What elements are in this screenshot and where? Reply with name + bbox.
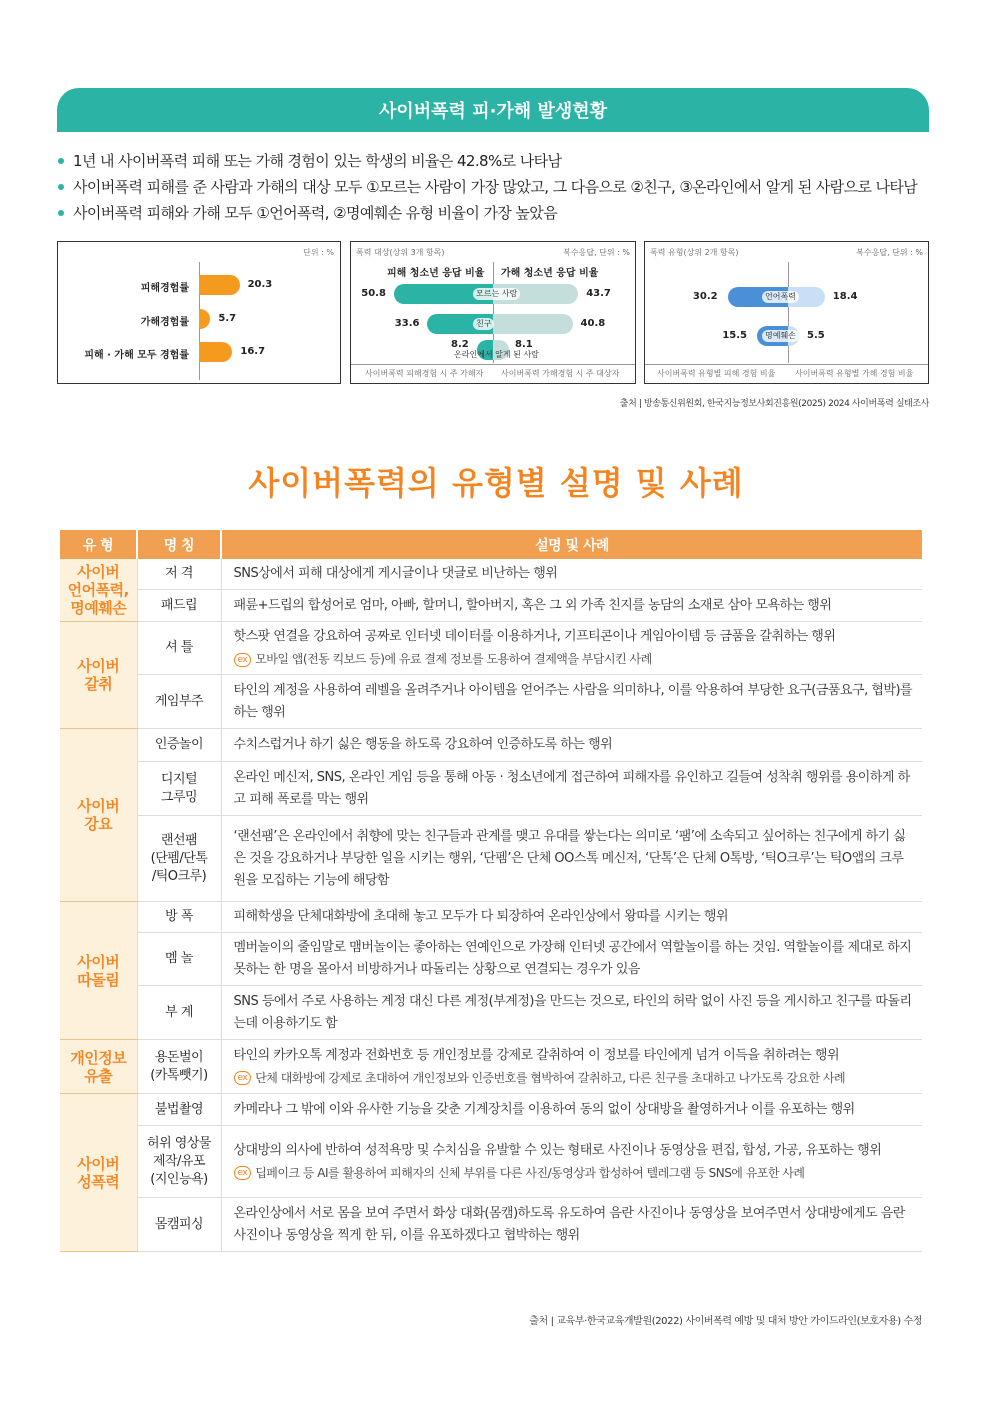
category-label: 친구 <box>473 318 494 330</box>
chart-foot-right: 사이버폭력 가해경험 시 주 대상자 <box>501 369 620 378</box>
category-label: 명예훼손 <box>762 330 799 342</box>
bar-value-perpetrator: 5.5 <box>807 330 825 341</box>
bar-value-victim: 50.8 <box>361 288 386 299</box>
table-row <box>60 1198 922 1252</box>
category-label: 모르는 사람 <box>473 288 520 300</box>
table-row <box>60 559 922 590</box>
desc-cell <box>221 729 922 762</box>
bullet-item: 사이버폭력 피해를 준 사람과 가해의 대상 모두 ①모르는 사람이 가장 많았고, 그 다음으로 ②친구, ③온라인에서 알게 된 사람으로 나타남 <box>57 174 937 200</box>
table-row <box>60 1126 922 1198</box>
chart-experience-rate <box>57 241 341 384</box>
desc-text: 온라인상에서 서로 몸을 보여 주면서 화상 대화(몸캠)하도록 유도하여 음란 사진이나 동영상을 보여주면서 상대방에게도 음란 사진이나 동영상을 찍게 한 뒤, 이를 유포하겠다고 협박하는 행위 <box>233 1205 905 1243</box>
chart-caption: 폭력 유형(상위 2개 항목) <box>650 248 739 257</box>
bar <box>199 309 210 329</box>
name-cell: 몸캠피싱 <box>137 1198 221 1252</box>
table-row <box>60 1040 922 1094</box>
table-row <box>60 675 922 729</box>
name-cell: 랜선팸 (단펨/단톡 /틱O크루) <box>137 816 221 902</box>
table-row <box>60 729 922 762</box>
name-cell: 셔 틀 <box>137 622 221 675</box>
name-cell: 디지털 그루밍 <box>137 762 221 816</box>
example-line <box>234 1067 915 1089</box>
desc-text: 수치스럽거나 하기 싫은 행동을 하도록 강요하여 인증하도록 하는 행위 <box>233 737 613 752</box>
chart-foot-left: 사이버폭력 유형별 피해 경험 비율 <box>657 369 776 378</box>
type-cell: 사이버 언어폭력, 명예훼손 <box>60 559 137 622</box>
bar-value-victim: 30.2 <box>692 291 718 302</box>
name-cell: 패드립 <box>137 590 221 622</box>
name-cell: 허위 영상물 제작/유포 (지인능욕) <box>137 1126 221 1198</box>
name-cell: 불법촬영 <box>137 1094 221 1126</box>
desc-text: 타인의 카카오톡 계정과 전화번호 등 개인정보를 강제로 갈취하여 이 정보를 타인에게 넘겨 이득을 취하려는 행위 <box>233 1047 840 1063</box>
chart-unit: 단위 : % <box>303 248 334 257</box>
desc-cell <box>221 1094 922 1126</box>
name-cell: 용돈벌이 (카톡뺏기) <box>137 1040 221 1094</box>
type-cell: 사이버 성폭력 <box>60 1094 137 1252</box>
chart-axis <box>788 262 789 363</box>
desc-cell <box>221 902 922 933</box>
bar-value-victim: 15.5 <box>722 330 747 341</box>
chart-divider <box>645 364 928 365</box>
chart-caption-unit: 복수응답, 단위 : % <box>563 248 630 257</box>
example-line <box>234 1162 915 1184</box>
desc-cell <box>221 622 922 675</box>
chart-violence-target <box>350 241 636 384</box>
table-row <box>60 762 922 816</box>
name-cell: 부 계 <box>137 986 221 1040</box>
chart-foot-right: 사이버폭력 유형별 가해 경험 비율 <box>795 369 914 378</box>
bar-label: 피해경험률 <box>140 283 189 294</box>
name-cell: 게임부주 <box>137 675 221 729</box>
bar-value: 16.7 <box>240 346 266 357</box>
desc-text: 카메라나 그 밖에 이와 유사한 기능을 갖춘 기계장치를 이용하여 동의 없이 상대방을 촬영하거나 이를 유포하는 행위 <box>233 1101 855 1117</box>
desc-cell <box>221 559 922 590</box>
type-cell: 개인정보 유출 <box>60 1040 137 1094</box>
header-name: 명 칭 <box>137 530 221 559</box>
table-row <box>60 622 922 675</box>
bar-value-victim: 33.6 <box>394 318 420 329</box>
name-cell: 방 폭 <box>137 902 221 933</box>
category-label: 언어폭력 <box>762 291 799 303</box>
type-cell: 사이버 강요 <box>60 729 137 902</box>
example-badge: ex <box>234 1166 252 1180</box>
bar-perpetrator <box>493 314 573 334</box>
desc-text: SNS 등에서 주로 사용하는 계정 대신 다른 계정(부계정)을 만드는 것으로, 타인의 허락 없이 사진 등을 게시하고 친구를 따돌리는데 이용하기도 함 <box>233 993 912 1031</box>
type-cell: 사이버 갈취 <box>60 622 137 729</box>
desc-cell <box>221 933 922 986</box>
example-text: 단체 대화방에 강제로 초대하여 개인정보와 인증번호를 협박하여 갈취하고, 다른 친구를 초대하고 나가도록 강요한 사례 <box>255 1070 846 1085</box>
bar-value: 5.7 <box>218 313 237 324</box>
desc-cell <box>221 986 922 1040</box>
bar-value: 20.3 <box>247 279 273 290</box>
example-badge: ex <box>234 653 252 667</box>
bar-value-perpetrator: 8.1 <box>515 339 533 350</box>
bar-label: 피해 · 가해 모두 경험률 <box>84 350 189 361</box>
chart-caption-unit: 복수응답, 단위 : % <box>856 248 923 257</box>
desc-cell <box>221 1126 922 1198</box>
section-title: 사이버폭력의 유형별 설명 및 사례 <box>248 464 744 502</box>
name-cell: 저 격 <box>137 559 221 590</box>
type-cell: 사이버 따돌림 <box>60 902 137 1040</box>
source-note: 출처 | 교육부·한국교육개발원(2022) 사이버폭력 예방 및 대처 방안 가이드라인(보호자용) 수정 <box>529 1316 922 1327</box>
chart-divider <box>351 364 635 365</box>
chart-caption: 폭력 대상(상위 3개 항목) <box>356 248 445 257</box>
desc-cell <box>221 675 922 729</box>
table-row <box>60 986 922 1040</box>
example-text: 모바일 앱(전동 킥보드 등)에 유료 결제 정보를 도용하여 결제액을 부담시킨 사례 <box>255 652 652 666</box>
bar <box>199 342 232 362</box>
category-label: 온라인에서 알게 된 사람 <box>454 350 539 359</box>
table-row <box>60 816 922 902</box>
table-row <box>60 590 922 622</box>
desc-text: 핫스팟 연결을 강요하여 공짜로 인터넷 데이터를 이용하거나, 기프티콘이나 게임아이템 등 금품을 갈취하는 행위 <box>233 629 836 644</box>
name-cell: 인증놀이 <box>137 729 221 762</box>
series-label-perpetrator: 가해 청소년 응답 비율 <box>501 268 599 279</box>
desc-text: 온라인 메신저, SNS, 온라인 게임 등을 통해 아동 · 청소년에게 접근하여 피해자를 유인하고 길들여 성착취 행위를 용이하게 하고 피해 폭로를 막는 행위 <box>233 769 910 807</box>
bullet-item: 사이버폭력 피해와 가해 모두 ①언어폭력, ②명예훼손 유형 비율이 가장 높았음 <box>57 200 937 226</box>
desc-text: SNS상에서 피해 대상에게 게시글이나 댓글로 비난하는 행위 <box>233 566 558 581</box>
summary-bullets <box>57 148 937 226</box>
table-row <box>60 902 922 933</box>
bar-value-perpetrator: 40.8 <box>580 318 606 329</box>
desc-cell <box>221 816 922 902</box>
desc-cell <box>221 1040 922 1094</box>
desc-cell <box>221 590 922 622</box>
section-banner: 사이버폭력 피·가해 발생현황 <box>57 88 929 132</box>
bullet-item: 1년 내 사이버폭력 피해 또는 가해 경험이 있는 학생의 비율은 42.8%로 나타남 <box>57 148 937 174</box>
desc-text: 멤버놀이의 줄임말로 맴버놀이는 좋아하는 연예인으로 가장해 인터넷 공간에서 역할놀이를 하는 것임. 역할놀이를 제대로 하지 못하는 한 명을 몰아서 비방하거나 따돌리는 상황으로 연결되는 경우가 있음 <box>233 940 912 977</box>
desc-text: ‘랜선팸’은 온라인에서 취향에 맞는 친구들과 관계를 맺고 유대를 쌓는다는 의미로 ‘팸’에 소속되고 싶어하는 친구에게 하기 싫은 것을 강요하거나 부당한 일을 시키는 행위, ‘단펨’은 단체 OO스톡 메신저, ‘단톡’은 단체 O톡방, ‘틱O크루’는 틱O앱의 크루원을 모집하는 기능에 해당함 <box>233 828 906 888</box>
chart-foot-left: 사이버폭력 피해경험 시 주 가해자 <box>365 369 484 378</box>
table-row <box>60 933 922 986</box>
chart-violence-type <box>644 241 929 384</box>
desc-text: 타인의 계정을 사용하여 레벨을 올려주거나 아이템을 얻어주는 사람을 의미하나, 이를 악용하여 부당한 요구(금품요구, 협박)를 하는 행위 <box>233 682 913 720</box>
desc-text: 패륜+드립의 합성어로 엄마, 아빠, 할머니, 할아버지, 혹은 그 외 가족 친지를 농담의 소재로 삼아 모욕하는 행위 <box>233 597 832 613</box>
header-desc: 설명 및 사례 <box>221 530 922 559</box>
bar-label: 가해경험률 <box>140 317 189 328</box>
example-text: 딥페이크 등 AI를 활용하여 피해자의 신체 부위를 다른 사진/동영상과 합성하여 텔레그램 등 SNS에 유포한 사례 <box>255 1165 805 1180</box>
header-type: 유 형 <box>60 530 137 559</box>
desc-cell <box>221 1198 922 1252</box>
bar-value-victim: 8.2 <box>451 339 469 350</box>
violence-type-table <box>60 530 922 1252</box>
bar-value-perpetrator: 43.7 <box>586 288 611 299</box>
table-row <box>60 1094 922 1126</box>
example-badge: ex <box>234 1071 252 1085</box>
example-line <box>234 648 915 670</box>
desc-cell <box>221 762 922 816</box>
source-note: 출처 | 방송통신위원회, 한국지능정보사회진흥원(2025) 2024 사이버폭력 실태조사 <box>619 399 929 409</box>
series-label-victim: 피해 청소년 응답 비율 <box>387 268 485 279</box>
bar-value-perpetrator: 18.4 <box>832 291 858 302</box>
desc-text: 상대방의 의사에 반하여 성적욕망 및 수치심을 유발할 수 있는 형태로 사진이나 동영상을 편집, 합성, 가공, 유포하는 행위 <box>233 1142 882 1158</box>
name-cell: 멤 놀 <box>137 933 221 986</box>
desc-text: 피해학생을 단체대화방에 초대해 놓고 모두가 다 퇴장하여 온라인상에서 왕따를 시키는 행위 <box>233 909 729 924</box>
bar <box>199 275 240 295</box>
